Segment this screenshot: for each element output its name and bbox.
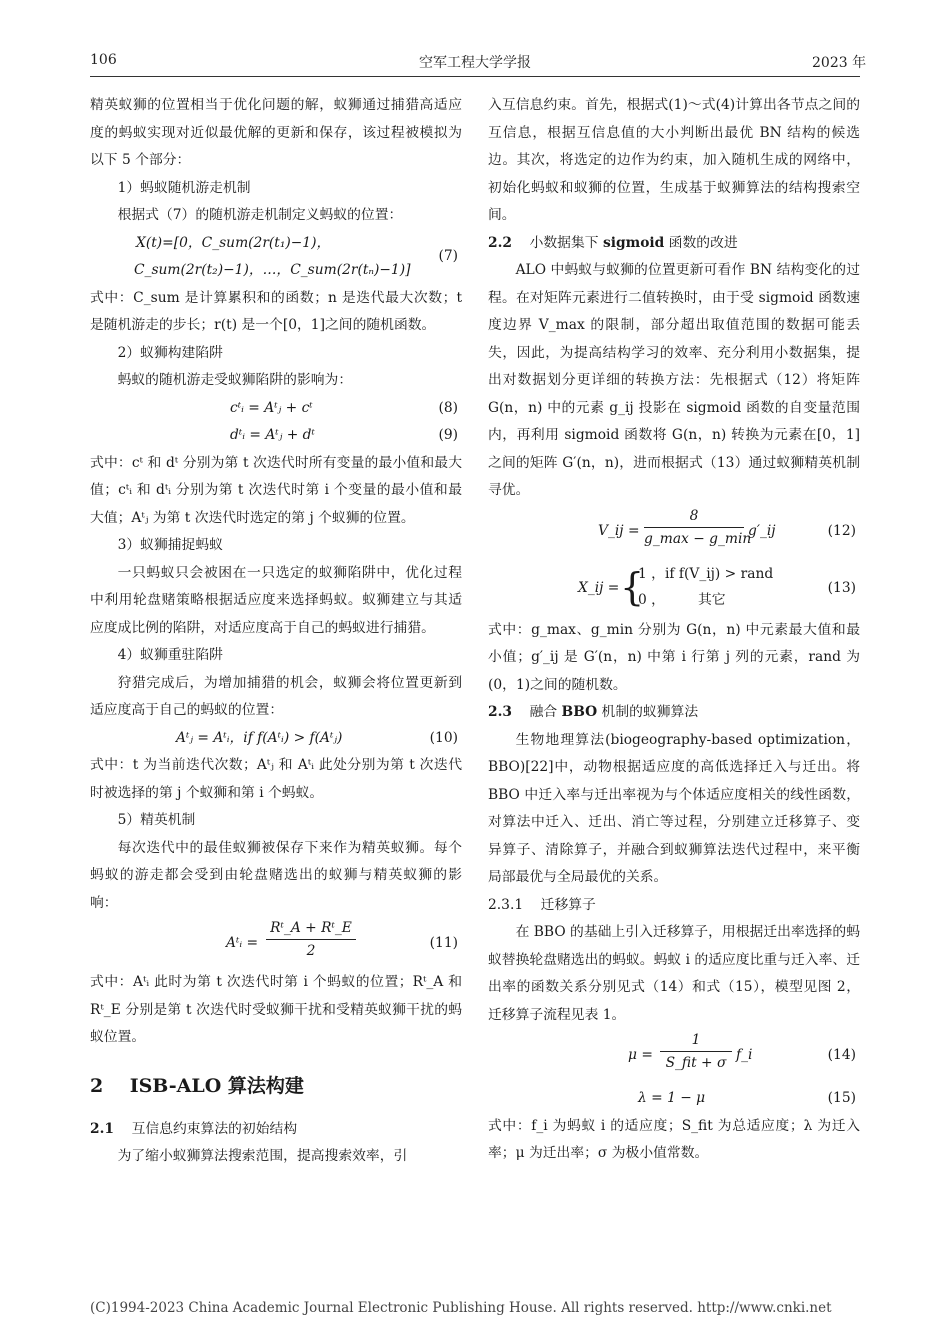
equation-10: [90, 725, 462, 753]
paragraph: 一只蚂蚁只会被困在一只选定的蚁狮陷阱中，优化过程中利用轮盘赌策略根据适应度来选择蚂蚁。蚁狮建立与其适应度成比例的陷阱，对适应度高于自己的蚂蚁进行捕猎。: [90, 564, 462, 636]
fraction-numerator: Rᵗ_A + Rᵗ_E: [270, 920, 352, 936]
subsection-title-c: 机制的蚁狮算法: [597, 704, 699, 720]
paragraph: 式中：f_i 为蚂蚁 i 的适应度；S_fit 为总适应度；λ 为迁入率；μ 为迁出率；σ 为极小值常数。: [488, 1117, 860, 1161]
equation-14: [488, 1029, 860, 1085]
section-title: ISB-ALO 算法构建: [129, 1074, 304, 1097]
subsection-title: 互信息约束算法的初始结构: [131, 1120, 298, 1137]
journal-title: 空军工程大学学报: [419, 55, 531, 71]
copyright-footer: (C)1994-2023 China Academic Journal Electronic Publishing House. All rights reserved. http://www.cnki.net: [90, 1300, 832, 1316]
equation-number: (14): [827, 1047, 856, 1063]
paragraph: 生物地理算法(biogeography-based optimization，BBO)[22]中，动物根据适应度的高低选择迁入与迁出。将 BBO 中迁入率与迁出率视为与个体适应度相关的线性函数，对算法中迁入、迁出、消亡等过程，分别建立迁移算子、变异算子、清除算子，并融合到蚁狮算法迭代过程中，来平衡局部最优与全局最优的关系。: [488, 731, 860, 885]
equation-13: [488, 561, 860, 617]
equation-9: [90, 422, 462, 450]
equation-8-body: cᵗᵢ = Aᵗⱼ + cᵗ: [230, 399, 313, 416]
fraction-numerator: 1: [691, 1032, 701, 1048]
fraction-denominator: 2: [266, 939, 356, 962]
subsubsection-number: 2.3.1: [488, 896, 524, 913]
equation-12-lhs: V_ij =: [598, 522, 640, 539]
equation-8: [90, 395, 462, 423]
paragraph: 狩猎完成后，为增加捕猎的机会，蚁狮会将位置更新到适应度高于自己的蚂蚁的位置：: [90, 674, 462, 718]
equation-number: (12): [827, 522, 856, 539]
subsection-number: 2.2: [488, 234, 513, 251]
equation-13-case-2a: 0 ，: [638, 591, 665, 608]
equation-7: [90, 230, 462, 258]
equation-number: (8): [438, 399, 458, 416]
subsection-number: 2.3: [488, 704, 513, 720]
equation-12-tail: g′_ij: [748, 522, 776, 539]
subheading: 5）精英机制: [117, 812, 196, 828]
equation-12: [488, 505, 860, 561]
left-column: [90, 92, 462, 1171]
equation-number: (7): [438, 248, 458, 264]
paragraph: 式中：cᵗ 和 dᵗ 分别为第 t 次迭代时所有变量的最小值和最大值；cᵗᵢ 和 dᵗᵢ 分别为第 t 次迭代时第 i 个变量的最小值和最大值；Aᵗⱼ 为第 t 次迭代时选定的第 j 个蚁狮的位置。: [90, 454, 462, 526]
subheading: 2）蚁狮构建陷阱: [117, 344, 223, 361]
header-rule: [90, 76, 860, 77]
issue-year: 2023 年: [812, 55, 867, 71]
paragraph: 每次迭代中的最佳蚁狮被保存下来作为精英蚁狮。每个蚂蚁的游走都会受到由轮盘赌选出的蚁狮与精英蚁狮的影响：: [90, 839, 462, 911]
right-column: [488, 92, 860, 1168]
equation-13-case-1: 1 ，if f(V_ij) > rand: [638, 565, 774, 582]
subsection-heading-2-3: [488, 699, 860, 727]
equation-10-body: Aᵗⱼ = Aᵗᵢ，if f(Aᵗᵢ) > f(Aᵗⱼ): [176, 729, 343, 746]
equation-7: [90, 248, 462, 285]
equation-7-line-1: X(t)=[0，C_sum(2r(t₁)−1)，: [136, 234, 331, 251]
subsection-title-a: 融合: [529, 704, 562, 720]
paragraph: 式中：t 为当前迭代次数；Aᵗⱼ 和 Aᵗᵢ 此处分别为第 t 次迭代时被选择的第 j 个蚁狮和第 i 个蚂蚁。: [90, 757, 462, 801]
equation-13-case-2b: 其它: [698, 591, 726, 608]
equation-14-lhs: μ =: [628, 1047, 653, 1063]
equation-number: (10): [429, 729, 458, 746]
section-number: 2: [90, 1074, 104, 1097]
fraction-denominator: g_max − g_min: [644, 527, 744, 550]
subsection-title-c: 函数的改进: [664, 234, 738, 251]
paragraph: 蚂蚁的随机游走受蚁狮陷阱的影响为：: [117, 372, 353, 388]
subsection-title-b: sigmoid: [602, 234, 665, 251]
subheading: 4）蚁狮重驻陷阱: [117, 647, 223, 663]
equation-number: (15): [827, 1090, 856, 1106]
subheading: 1）蚂蚁随机游走机制: [117, 179, 251, 196]
paragraph: ALO 中蚂蚁与蚁狮的位置更新可看作 BN 结构变化的过程。在对矩阵元素进行二值转换时，由于受 sigmoid 函数速度边界 V_max 的限制，部分超出取值范围的数据可能丢失，因此，为提高结构学习的效率、充分利用小数据集，提出对数据划分更详细的转换方法：先根据式（12）将矩阵 G(n，n) 中的元素 g_ij 投影在 sigmoid 函数的自变量范围内，再利用 sigmoid 函数将 G(n，n) 转换为元素在[0，1]之间的矩阵 G′(n，n)，进而根据式（13）通过蚁狮精英机制寻优。: [488, 262, 860, 498]
paragraph: 在 BBO 的基础上引入迁移算子，用根据迁出率选择的蚂蚁替换轮盘赌选出的蚂蚁。蚂蚁 i 的适应度比重与迁入率、迁出率的函数关系分别见式（14）和式（15），模型见图 2，迁移算子流程见表 1。: [488, 924, 860, 1023]
page-number: 106: [90, 52, 117, 68]
paragraph: 入互信息约束。首先，根据式(1)～式(4)计算出各节点之间的互信息，根据互信息值的大小判断出最优 BN 结构的候选边。其次，将选定的边作为约束，加入随机生成的网络中，初始化蚂蚁和蚁狮的位置，生成基于蚁狮算法的结构搜索空间。: [488, 97, 860, 223]
equation-11: [90, 917, 462, 969]
equation-15: [488, 1085, 860, 1113]
subsection-number: 2.1: [90, 1120, 115, 1137]
subheading: 3）蚁狮捕捉蚂蚁: [117, 537, 223, 553]
equation-9-body: dᵗᵢ = Aᵗⱼ + dᵗ: [230, 427, 315, 443]
brace-icon: {: [620, 564, 645, 609]
paragraph: 根据式（7）的随机游走机制定义蚂蚁的位置：: [117, 207, 403, 223]
section-heading-2: [90, 1056, 462, 1116]
equation-number: (13): [827, 579, 856, 596]
equation-7-line-2: C_sum(2r(t₂)−1)，…，C_sum(2r(tₙ)−1)]: [134, 262, 411, 278]
subsection-title-a: 小数据集下: [529, 234, 603, 251]
paragraph: 式中：C_sum 是计算累积和的函数；n 是迭代最大次数；t 是随机游走的步长；r(t) 是一个[0，1]之间的随机函数。: [90, 289, 462, 333]
paragraph: 式中：Aᵗᵢ 此时为第 t 次迭代时第 i 个蚂蚁的位置；Rᵗ_A 和 Rᵗ_E 分别是第 t 次迭代时受蚁狮干扰和受精英蚁狮干扰的蚂蚁位置。: [90, 974, 462, 1045]
subsubsection-title: 迁移算子: [540, 896, 596, 913]
subsection-heading-2-1: [90, 1116, 462, 1144]
equation-11-lhs: Aᵗᵢ =: [226, 935, 259, 951]
paragraph: 为了缩小蚁狮算法搜索范围，提高搜索效率，引: [117, 1148, 408, 1164]
equation-15-body: λ = 1 − μ: [638, 1090, 706, 1106]
equation-14-tail: f_i: [736, 1047, 753, 1063]
equation-13-lhs: X_ij =: [578, 579, 620, 596]
subsubsection-heading-2-3-1: [488, 892, 860, 920]
equation-number: (9): [438, 427, 458, 443]
equation-number: (11): [429, 935, 458, 951]
paragraph: 精英蚁狮的位置相当于优化问题的解，蚁狮通过捕猎高适应度的蚂蚁实现对近似最优解的更新和保存，该过程被模拟为以下 5 个部分：: [90, 97, 462, 168]
subsection-heading-2-2: [488, 230, 860, 258]
subsection-title-b: BBO: [561, 704, 598, 720]
fraction-denominator: S_fit + σ: [660, 1051, 732, 1074]
paragraph: 式中：g_max、g_min 分别为 G(n，n) 中元素最大值和最小值；g′_ij 是 G′(n，n) 中第 i 行第 j 列的元素，rand 为(0，1)之间的随机数。: [488, 621, 860, 693]
fraction-numerator: 8: [689, 507, 699, 524]
